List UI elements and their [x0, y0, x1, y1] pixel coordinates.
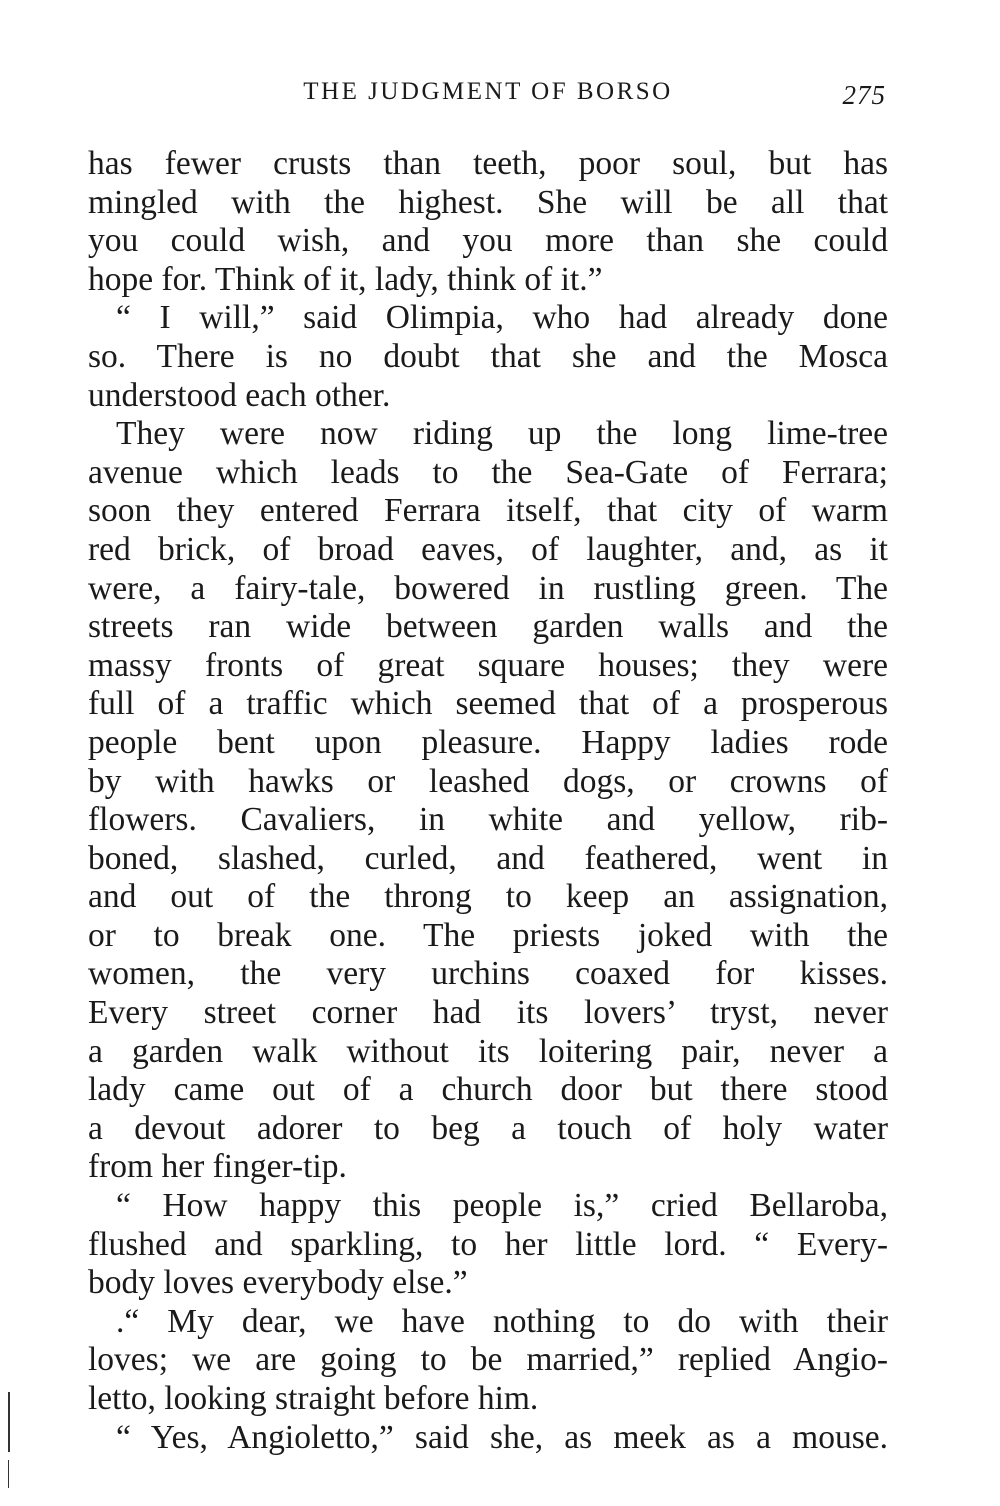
text-line: by with hawks or leashed dogs, or crowns of — [88, 762, 888, 800]
text-line: flushed and sparkling, to her little lord. “ Every- — [88, 1225, 888, 1263]
text-line: mingled with the highest. She will be all that — [88, 183, 888, 221]
text-line: body loves everybody else.” — [88, 1264, 468, 1302]
text-line: hope for. Think of it, lady, think of it.” — [88, 260, 603, 298]
text-line: “ Yes, Angioletto,” said she, as meek as a mouse. — [116, 1418, 888, 1456]
text-line: women, the very urchins coaxed for kisses. — [88, 955, 888, 993]
text-line: They were now riding up the long lime-tree — [116, 415, 888, 453]
text-line: lady came out of a church door but there stood — [88, 1071, 888, 1109]
text-line: massy fronts of great square houses; they were — [88, 646, 888, 684]
text-line: .“ My dear, we have nothing to do with their — [116, 1302, 888, 1340]
text-line: has fewer crusts than teeth, poor soul, but has — [88, 145, 888, 182]
running-title: THE JUDGMENT OF BORSO — [303, 78, 673, 105]
text-line: soon they entered Ferrara itself, that city of warm — [88, 492, 888, 530]
text-line: letto, looking straight before him. — [88, 1380, 539, 1417]
margin-mark — [8, 1460, 9, 1488]
text-line: people bent upon pleasure. Happy ladies rode — [88, 723, 888, 761]
text-line: boned, slashed, curled, and feathered, went in — [88, 839, 888, 877]
running-head — [88, 74, 888, 114]
text-line: avenue which leads to the Sea-Gate of Ferrara; — [88, 453, 888, 491]
text-line: full of a traffic which seemed that of a prosperous — [88, 685, 888, 723]
text-line: flowers. Cavaliers, in white and yellow, rib- — [88, 801, 888, 839]
page-number: 275 — [842, 80, 886, 110]
margin-mark — [8, 1392, 10, 1452]
text-line: and out of the throng to keep an assignation, — [88, 878, 888, 916]
text-line: Every street corner had its lovers’ tryst, never — [88, 994, 888, 1032]
text-line: from her finger-tip. — [88, 1148, 347, 1186]
text-line: “ How happy this people is,” cried Bellaroba, — [116, 1187, 888, 1225]
text-line: were, a fairy-tale, bowered in rustling green. The — [88, 569, 888, 607]
text-line: a devout adorer to beg a touch of holy water — [88, 1109, 888, 1147]
text-line: streets ran wide between garden walls and the — [88, 608, 888, 646]
text-line: you could wish, and you more than she could — [88, 222, 888, 260]
text-line: red brick, of broad eaves, of laughter, and, as it — [88, 530, 888, 568]
text-line: or to break one. The priests joked with the — [88, 916, 888, 954]
text-line: understood each other. — [88, 376, 391, 414]
text-line: a garden walk without its loitering pair, never a — [88, 1032, 888, 1070]
text-line: loves; we are going to be married,” replied Angio- — [88, 1341, 888, 1379]
body-text — [88, 145, 888, 1457]
text-line: so. There is no doubt that she and the Mosca — [88, 337, 888, 375]
text-line: “ I will,” said Olimpia, who had already done — [116, 299, 888, 337]
